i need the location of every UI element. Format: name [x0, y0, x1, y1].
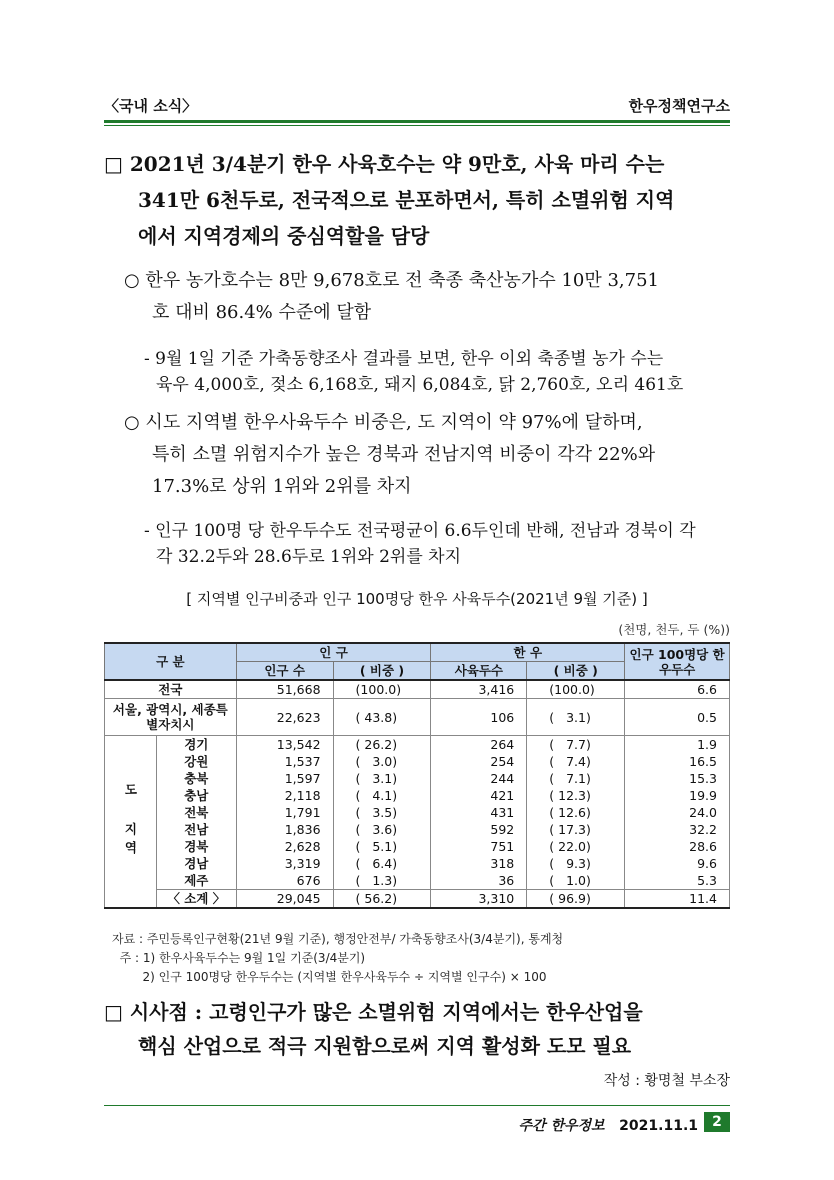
table-row: [105, 890, 730, 909]
section-implication-line: □ 시사점 : 고령인구가 많은 소멸위험 지역에서는 한우산업을: [104, 1000, 643, 1024]
row-label: 전국: [105, 680, 237, 699]
section-summary-line: 에서 지역경제의 중심역할을 담당: [138, 224, 430, 248]
row-label: 〈 소계 〉: [156, 890, 236, 909]
row-label: 경남: [156, 855, 236, 872]
cell-cattle-share: (100.0): [527, 680, 625, 699]
cell-pop: 22,623: [236, 699, 333, 736]
bullet-line: ○ 시도 지역별 한우사육두수 비중은, 도 지역이 약 97%에 달하며,: [124, 412, 643, 433]
cell-pop: 2,628: [236, 838, 333, 855]
cell-pop-share: ( 3.1): [333, 770, 431, 787]
bullet-line: ○ 한우 농가호수는 8만 9,678호로 전 축종 축산농가수 10만 3,751: [124, 270, 659, 291]
table-notes: [112, 930, 563, 987]
cell-cattle: 318: [431, 855, 527, 872]
cell-cattle: 264: [431, 736, 527, 754]
bullet-line: 특히 소멸 위험지수가 높은 경북과 전남지역 비중이 각각 22%와: [152, 444, 656, 465]
cell-pop-share: (100.0): [333, 680, 431, 699]
cell-pop: 51,668: [236, 680, 333, 699]
page-number: 2: [704, 1112, 730, 1132]
cell-pop: 29,045: [236, 890, 333, 909]
footer-publication: [519, 1115, 698, 1135]
row-label: 충북: [156, 770, 236, 787]
cell-cattle: 36: [431, 872, 527, 890]
row-label: 전북: [156, 804, 236, 821]
cell-cattle-share: ( 22.0): [527, 838, 625, 855]
cell-pop-share: ( 4.1): [333, 787, 431, 804]
header-per100: 인구 100명당 한우두수: [625, 643, 730, 680]
cell-per100: 0.5: [625, 699, 730, 736]
table-row: [105, 699, 730, 736]
cell-cattle-share: ( 7.4): [527, 753, 625, 770]
table-row: [105, 855, 730, 872]
section-implication-line: 핵심 산업으로 적극 지원함으로써 지역 활성화 도모 필요: [138, 1034, 632, 1058]
bullet-line: 17.3%로 상위 1위와 2위를 차지: [152, 476, 412, 497]
row-label: 경북: [156, 838, 236, 855]
table-row: [105, 872, 730, 890]
cell-pop-share: ( 1.3): [333, 872, 431, 890]
cell-per100: 28.6: [625, 838, 730, 855]
cell-cattle-share: ( 9.3): [527, 855, 625, 872]
note-2: 2) 인구 100명당 한우두수는 (지역별 한우사육두수 ÷ 지역별 인구수) × 100: [112, 970, 547, 984]
cell-pop-share: ( 5.1): [333, 838, 431, 855]
table-unit: (천명, 천두, 두 (%)): [618, 622, 730, 637]
cell-cattle: 421: [431, 787, 527, 804]
cell-cattle-share: ( 17.3): [527, 821, 625, 838]
header-pop-count: 인구 수: [236, 662, 333, 681]
group-label-do: 도 지역: [105, 736, 157, 909]
cell-pop-share: ( 3.0): [333, 753, 431, 770]
table-row: [105, 736, 730, 754]
publication-name: 주간 한우정보: [518, 1118, 605, 1134]
cell-cattle-share: ( 7.7): [527, 736, 625, 754]
institute-name: 한우정책연구소: [628, 97, 730, 115]
dash-line: - 9월 1일 기준 가축동향조사 결과를 보면, 한우 이외 축종별 농가 수는: [144, 349, 664, 369]
header-cattle-count: 사육두수: [431, 662, 527, 681]
cell-per100: 16.5: [625, 753, 730, 770]
cell-per100: 11.4: [625, 890, 730, 909]
header-cattle-share: ( 비중 ): [527, 662, 625, 681]
cell-pop: 1,537: [236, 753, 333, 770]
row-label: 강원: [156, 753, 236, 770]
header-hanwoo: 한 우: [431, 643, 625, 662]
footer-rule: [104, 1105, 730, 1106]
cell-pop-share: ( 43.8): [333, 699, 431, 736]
cell-pop: 2,118: [236, 787, 333, 804]
dash-line: 각 32.2두와 28.6두로 1위와 2위를 차지: [156, 547, 461, 567]
cell-per100: 9.6: [625, 855, 730, 872]
table-caption: [ 지역별 인구비중과 인구 100명당 한우 사육두수(2021년 9월 기준) ]: [186, 590, 648, 608]
cell-cattle-share: ( 12.6): [527, 804, 625, 821]
table-row: [105, 838, 730, 855]
cell-cattle: 751: [431, 838, 527, 855]
table-row: [105, 770, 730, 787]
header-gubun: 구 분: [105, 643, 237, 680]
header-rule-thin: [104, 125, 730, 126]
row-label: 제주: [156, 872, 236, 890]
section-summary-line: 341만 6천두로, 전국적으로 분포하면서, 특히 소멸위험 지역: [138, 188, 675, 212]
table-row: [105, 680, 730, 699]
cell-cattle-share: ( 1.0): [527, 872, 625, 890]
cell-cattle: 3,310: [431, 890, 527, 909]
cell-pop: 3,319: [236, 855, 333, 872]
cell-per100: 5.3: [625, 872, 730, 890]
cell-pop-share: ( 56.2): [333, 890, 431, 909]
table-row: [105, 753, 730, 770]
cell-cattle-share: ( 3.1): [527, 699, 625, 736]
cell-pop-share: ( 26.2): [333, 736, 431, 754]
cell-cattle: 431: [431, 804, 527, 821]
cell-pop: 1,836: [236, 821, 333, 838]
cell-pop: 676: [236, 872, 333, 890]
dash-line: 육우 4,000호, 젖소 6,168호, 돼지 6,084호, 닭 2,760호, 오리 461호: [156, 375, 684, 395]
cell-per100: 32.2: [625, 821, 730, 838]
cell-cattle-share: ( 12.3): [527, 787, 625, 804]
bullet-line: 호 대비 86.4% 수준에 달함: [152, 302, 372, 323]
cell-pop-share: ( 3.6): [333, 821, 431, 838]
header-rule: [104, 120, 730, 123]
cell-per100: 19.9: [625, 787, 730, 804]
table-row: [105, 821, 730, 838]
row-label: 전남: [156, 821, 236, 838]
note-1: 주 : 1) 한우사육두수는 9월 1일 기준(3/4분기): [112, 951, 366, 965]
cell-pop: 13,542: [236, 736, 333, 754]
cell-per100: 1.9: [625, 736, 730, 754]
table-row: [105, 804, 730, 821]
table-row: [105, 787, 730, 804]
author-credit: 작성 : 황명철 부소장: [603, 1073, 730, 1089]
cell-cattle: 592: [431, 821, 527, 838]
cell-cattle: 3,416: [431, 680, 527, 699]
cell-cattle: 254: [431, 753, 527, 770]
section-tag: 〈국내 소식〉: [104, 97, 198, 115]
province-rows: [105, 736, 730, 909]
row-label: 충남: [156, 787, 236, 804]
cell-cattle-share: ( 96.9): [527, 890, 625, 909]
cell-cattle-share: ( 7.1): [527, 770, 625, 787]
cell-pop-share: ( 6.4): [333, 855, 431, 872]
header-pop-share: ( 비중 ): [333, 662, 431, 681]
publication-date: 2021.11.1: [619, 1118, 698, 1134]
row-label: 경기: [156, 736, 236, 754]
dash-line: - 인구 100명 당 한우두수도 전국평균이 6.6두인데 반해, 전남과 경북이 각: [144, 521, 696, 541]
row-label: 서울, 광역시, 세종특별자치시: [105, 699, 237, 736]
header-population: 인 구: [236, 643, 431, 662]
note-source: 자료 : 주민등록인구현황(21년 9월 기준), 행정안전부/ 가축동향조사(3/4분기), 통계청: [112, 932, 564, 946]
cell-per100: 24.0: [625, 804, 730, 821]
cell-cattle: 106: [431, 699, 527, 736]
cell-pop: 1,597: [236, 770, 333, 787]
cell-per100: 15.3: [625, 770, 730, 787]
cell-pop: 1,791: [236, 804, 333, 821]
cell-pop-share: ( 3.5): [333, 804, 431, 821]
cell-per100: 6.6: [625, 680, 730, 699]
cell-cattle: 244: [431, 770, 527, 787]
population-cattle-table: [104, 642, 730, 909]
section-summary-line: □ 2021년 3/4분기 한우 사육호수는 약 9만호, 사육 마리 수는: [104, 152, 665, 176]
